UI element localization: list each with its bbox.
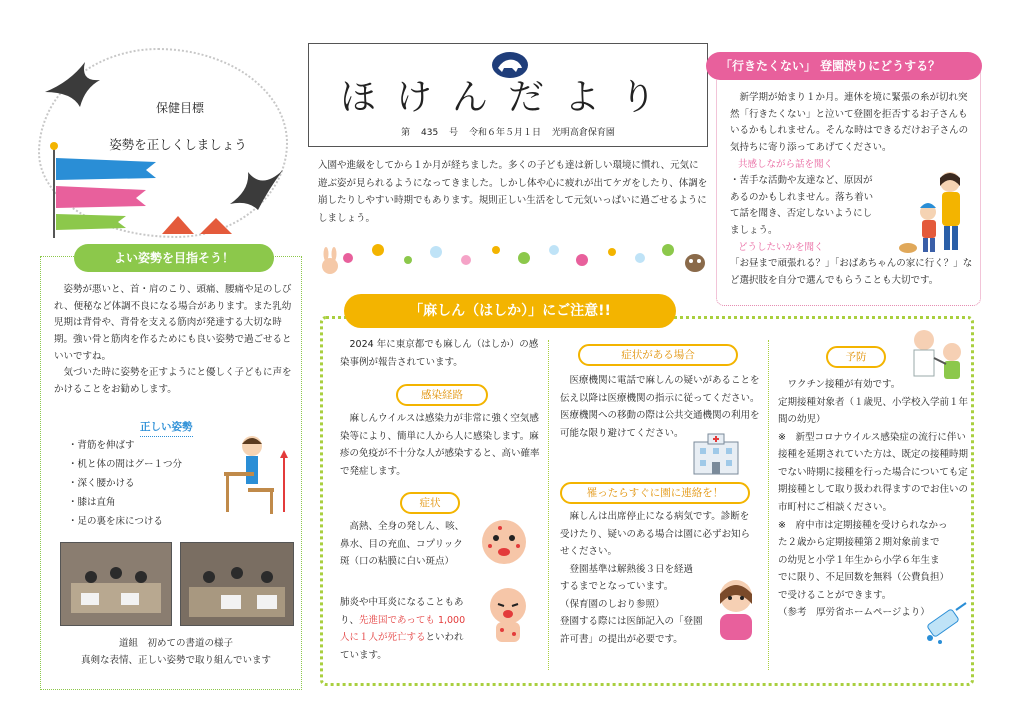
prevention-title: 予防 xyxy=(826,346,886,368)
sitting-child-icon xyxy=(218,432,298,518)
issue-number: 第 435 号 xyxy=(401,128,459,138)
symptom-text: 高熱、全身の発しん、咳、鼻水、目の充血、コプリック斑（口の粘膜に白い斑点） xyxy=(340,521,465,568)
prevention-text-1: ワクチン接種が有効です。 xyxy=(787,379,901,390)
column-divider xyxy=(768,340,769,670)
rabbit-icon xyxy=(318,246,342,276)
health-goal-title: 保健目標 xyxy=(155,101,204,115)
crying-baby-icon xyxy=(474,582,544,652)
route-text: 麻しんウイルスは感染力が非常に強く空気感染等により、簡単に人から人に感染します。麻疹の免疫が不十分な人が感染すると、高い確率で発症します。 xyxy=(340,413,540,477)
posture-section-title: よい姿勢を目指そう！ xyxy=(74,244,274,272)
refusal-section-title: 「行きたくない」 登園渋りにどうする？ xyxy=(706,52,982,80)
refusal-head-2: どうしたいかを聞く xyxy=(738,241,824,253)
contact-text-4: 登園する際には医師記入の「登園許可書」の提出が必要です。 xyxy=(560,616,703,645)
list-item: ・ 膝は直角 xyxy=(68,493,182,512)
symptom-text-2: 肺炎や中耳炎になることもあり、 xyxy=(340,597,464,626)
newsletter-title: ほけんだより xyxy=(339,77,676,118)
health-goal-text: 姿勢を正しくしましょう xyxy=(109,137,247,152)
hospital-icon xyxy=(686,432,746,476)
calligraphy-photo-1 xyxy=(60,542,172,626)
classroom-photo-icon xyxy=(61,543,171,625)
list-item: ・ 背筋を伸ばす xyxy=(68,436,182,455)
refusal-head-1: 共感しながら話を聞く xyxy=(738,158,834,170)
rooftops-icon xyxy=(160,206,240,236)
swallow-icon xyxy=(40,52,110,112)
symptom-warning xyxy=(340,594,472,664)
contact-title: 罹ったらすぐに園に連絡を！ xyxy=(560,482,750,504)
refusal-text-2: 「お昼まで頑張れる？」「おばあちゃんの家に行く？」など選択肢を自分で選んでもらうことも大切です。 xyxy=(730,258,973,286)
syringe-icon xyxy=(920,600,970,646)
prevention-note-1: ※ 新型コロナウイルス感染症の流行に伴い接種を延期されていた方は、既定の接種時期でない時期に接種を行った場合についても定期接種として取り扱われ得ますのでお住いの市町村にご相談ください。 xyxy=(778,431,969,513)
case-text: 医療機関に電話で麻しんの疑いがあることを伝え以降は医療機関の指示に従ってください。医療機関への移動の際は公共交通機関の利用を可能な限り避けてください。 xyxy=(560,375,760,439)
intro-text: 入園や進級をしてから１か月が経ちました。多くの子ども達は新しい環境に慣れ、元気に遊ぶ姿が見られるようになってきました。しかし体や心に疲れが出てケガをしたり、体調を崩したりしやすい時期でもあります。規則正しい生活をして元気いっぱいに過ごせるようにしましょう。 xyxy=(318,160,708,224)
prevention-text-2: 定期接種対象者（１歳児、小学校入学前１年間の幼児） xyxy=(778,396,969,426)
prevention-note-2: ※ 府中市は定期接種を受けられなかった２歳から定期接種第２期対象前までの幼児と小学１年生から小学６年生までに限り、不足回数を無料（公費負担）で受けることができます。 xyxy=(778,519,948,601)
symptom-tail: といわれています。 xyxy=(340,632,464,661)
contact-text-2: 登園基準は解熱後３日を経過するまでとなっています。 xyxy=(560,563,694,593)
refusal-intro: 新学期が始まり１か月。連休を境に緊張の糸が切れ突然「行きたくない」と泣いて登園を拒否するお子さんもいるかもしれません。そんな時はできるだけお子さんの気持ちに寄り添ってあげてください。 xyxy=(730,92,969,153)
photo-caption xyxy=(56,636,296,669)
vaccination-icon xyxy=(906,324,970,384)
refusal-text-1: ・苦手な活動や友達など、原因があるのかもしれません。落ち着いて話を聞き、否定しないようにしましょう。 xyxy=(730,175,874,236)
issue-line xyxy=(310,126,706,142)
symptom-title: 症状 xyxy=(400,492,460,514)
posture-body xyxy=(54,282,294,398)
calligraphy-photo-2 xyxy=(180,542,294,626)
prevention-body xyxy=(778,376,968,622)
posture-body-1: 姿勢が悪いと、首・肩のこり、頭痛、腰痛や足のしびれ、便秘など体調不良になる場合があります。また乳幼児期は背骨や、背骨を支える筋肉が発達する大切な時期。強い骨と筋肉を作るためにも良い姿勢で過ごせるといいですね。 xyxy=(54,284,292,362)
route-title: 感染経路 xyxy=(396,384,488,406)
issue-date: 令和６年５月１日 xyxy=(468,128,541,138)
prevention-source: （参考 厚労省ホームページより） xyxy=(778,607,930,619)
measles-section-title: 「麻しん（はしか）」にご注意!! xyxy=(344,294,676,328)
classroom-photo-icon xyxy=(181,543,293,625)
beads-decoration xyxy=(318,236,708,276)
measles-lead: 2024 年に東京都でも麻しん（はしか）の感染事例が報告されています。 xyxy=(340,339,539,368)
raccoon-icon xyxy=(682,248,708,274)
list-item: ・ 足の裏を床につける xyxy=(68,512,182,531)
photo-caption-2: 真剣な表情、正しい姿勢で取り組んでいます xyxy=(80,654,271,666)
symptom-red-text: 先進国であっても 1,000 人に１人が死亡する xyxy=(340,614,466,644)
correct-posture-title: 正しい姿勢 xyxy=(140,418,193,437)
feverish-child-icon xyxy=(470,512,540,572)
list-item: ・ 机と体の間はグー１つ分 xyxy=(68,455,182,474)
caregiver-woman-icon xyxy=(708,574,764,642)
posture-body-2: 気づいた時に姿勢を正すようにと優しく子どもに声をかけることをお勧めします。 xyxy=(54,367,292,395)
photo-caption-1: 道組 初めての書道の様子 xyxy=(118,638,233,649)
contact-text-3: （保育園のしおり参照） xyxy=(560,598,665,610)
mother-child-icon xyxy=(898,168,978,258)
list-item: ・ 深く腰かける xyxy=(68,474,182,493)
contact-text-1: 麻しんは出席停止になる病気です。診断を受けたり、疑いのある場合は園に必ずお知らせください。 xyxy=(560,511,751,558)
case-title: 症状がある場合 xyxy=(578,344,738,366)
column-divider xyxy=(548,340,549,670)
org-name: 光明高倉保育園 xyxy=(551,128,615,138)
correct-posture-list xyxy=(68,436,182,531)
